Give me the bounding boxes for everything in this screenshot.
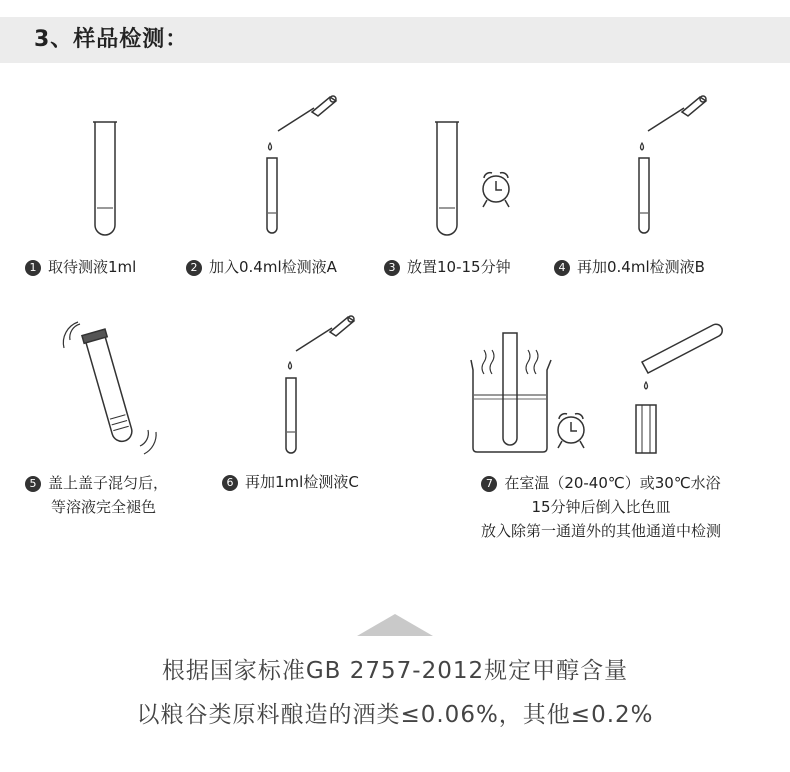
- water-bath-icon: [471, 333, 551, 452]
- dropper-vial-icon: [267, 96, 336, 233]
- step-label: 取待测液1ml: [48, 258, 137, 276]
- step-label-line-3: 放入除第一通道外的其他通道中检测: [480, 522, 721, 540]
- step-3: [384, 256, 511, 277]
- step-5: [25, 471, 168, 519]
- step-label: 加入0.4ml检测液A: [209, 258, 337, 276]
- step-number-badge: 2: [186, 260, 202, 276]
- step-number-badge: 7: [481, 476, 497, 492]
- section-title: 3、样品检测：: [34, 27, 189, 52]
- step-6: [222, 471, 359, 492]
- alarm-clock-icon: [558, 414, 584, 448]
- dropper-vial-icon: [286, 316, 354, 453]
- step-number-badge: 5: [25, 476, 41, 492]
- step-label-line-2: 等溶液完全褪色: [51, 498, 157, 516]
- divider-triangle: [357, 614, 433, 636]
- step-2: [186, 256, 337, 277]
- step-1: [25, 256, 136, 277]
- test-tube-clock-icon: [435, 122, 509, 235]
- step-number-badge: 6: [222, 475, 238, 491]
- step-7: [436, 471, 766, 543]
- step-number-badge: 4: [554, 260, 570, 276]
- step-4: [554, 256, 705, 277]
- footer-line-1: 根据国家标准GB 2757-2012规定甲醇含量: [161, 658, 629, 684]
- step-label: 再加1ml检测液C: [245, 473, 359, 491]
- step-label-line-1: 在室温（20-40℃）或30℃水浴: [504, 474, 721, 492]
- test-tube-icon: [93, 122, 117, 235]
- step-label: 放置10-15分钟: [407, 258, 511, 276]
- step-label-line-1: 盖上盖子混匀后，: [48, 474, 169, 492]
- footer-line-2: 以粮谷类原料酿造的酒类≤0.06%，其他≤0.2%: [136, 702, 654, 728]
- step-number-badge: 1: [25, 260, 41, 276]
- dropper-vial-icon: [639, 96, 706, 233]
- step-label-line-2: 15分钟后倒入比色皿: [531, 498, 671, 516]
- shaking-tube-icon: [63, 322, 156, 454]
- pouring-tube-cuvette-icon: [636, 324, 722, 453]
- step-number-badge: 3: [384, 260, 400, 276]
- step-label: 再加0.4ml检测液B: [577, 258, 705, 276]
